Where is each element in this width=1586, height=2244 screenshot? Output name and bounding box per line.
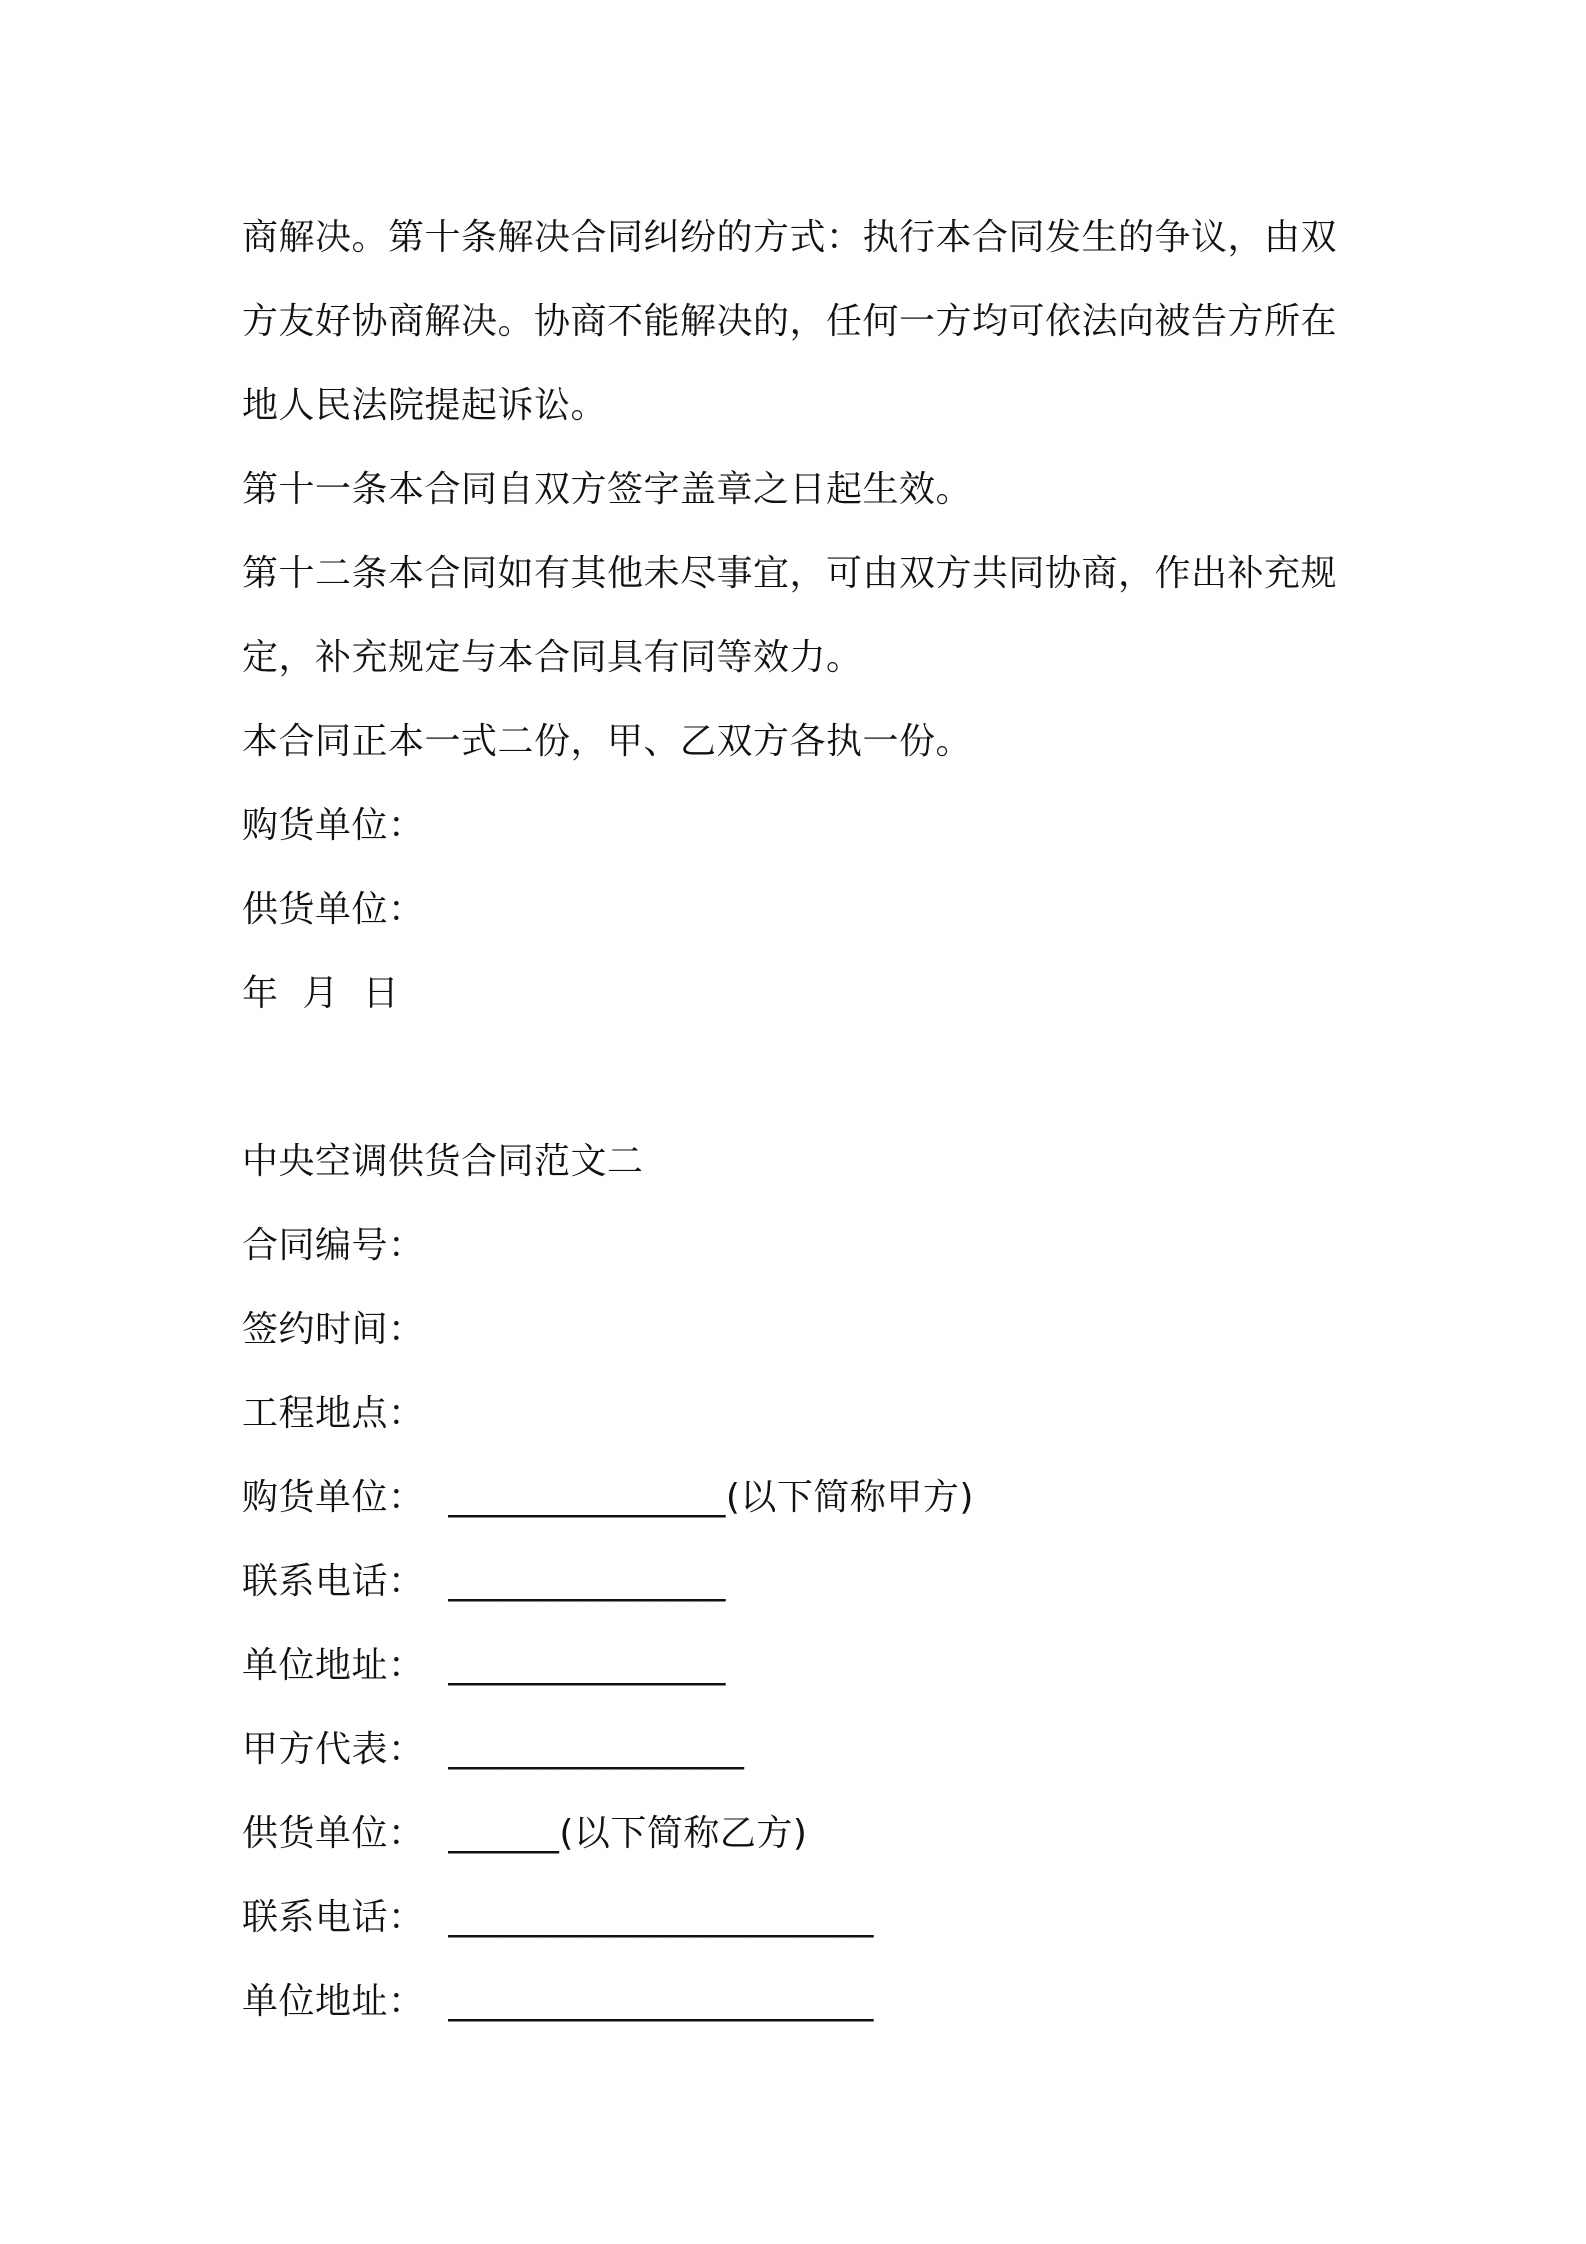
- section-spacer: [242, 1036, 1362, 1120]
- paragraph-line: 商解决。第十条解决合同纠纷的方式：执行本合同发生的争议，由双: [242, 217, 1338, 258]
- contract-number-field: 合同编号：: [242, 1225, 425, 1266]
- paragraph-line: 定，补充规定与本合同具有同等效力。: [242, 637, 863, 678]
- paragraph-line: 本合同正本一式二份，甲、乙双方各执一份。: [242, 721, 973, 762]
- section-title: 中央空调供货合同范文二: [242, 1141, 644, 1182]
- supplier-address-field: 单位地址： _______________________: [242, 1981, 874, 2022]
- buyer-signature-line: 购货单位：: [242, 805, 425, 846]
- signing-time-field: 签约时间：: [242, 1309, 425, 1350]
- buyer-unit-field: 购货单位： _______________(以下简称甲方): [242, 1477, 974, 1518]
- date-line: 年 月 日: [242, 973, 400, 1014]
- document-body: [242, 196, 1362, 2044]
- paragraph-line: 方友好协商解决。协商不能解决的，任何一方均可依法向被告方所在: [242, 301, 1338, 342]
- paragraph-line: 第十一条本合同自双方签字盖章之日起生效。: [242, 469, 973, 510]
- party-a-representative-field: 甲方代表： ________________: [242, 1729, 745, 1770]
- buyer-phone-field: 联系电话： _______________: [242, 1561, 726, 1602]
- supplier-unit-field: 供货单位： ______(以下简称乙方): [242, 1813, 808, 1854]
- project-location-field: 工程地点：: [242, 1393, 425, 1434]
- buyer-address-field: 单位地址： _______________: [242, 1645, 726, 1686]
- supplier-signature-line: 供货单位：: [242, 889, 425, 930]
- paragraph-line: 第十二条本合同如有其他未尽事宜，可由双方共同协商，作出补充规: [242, 553, 1338, 594]
- paragraph-line: 地人民法院提起诉讼。: [242, 385, 608, 426]
- supplier-phone-field: 联系电话： _______________________: [242, 1897, 874, 1938]
